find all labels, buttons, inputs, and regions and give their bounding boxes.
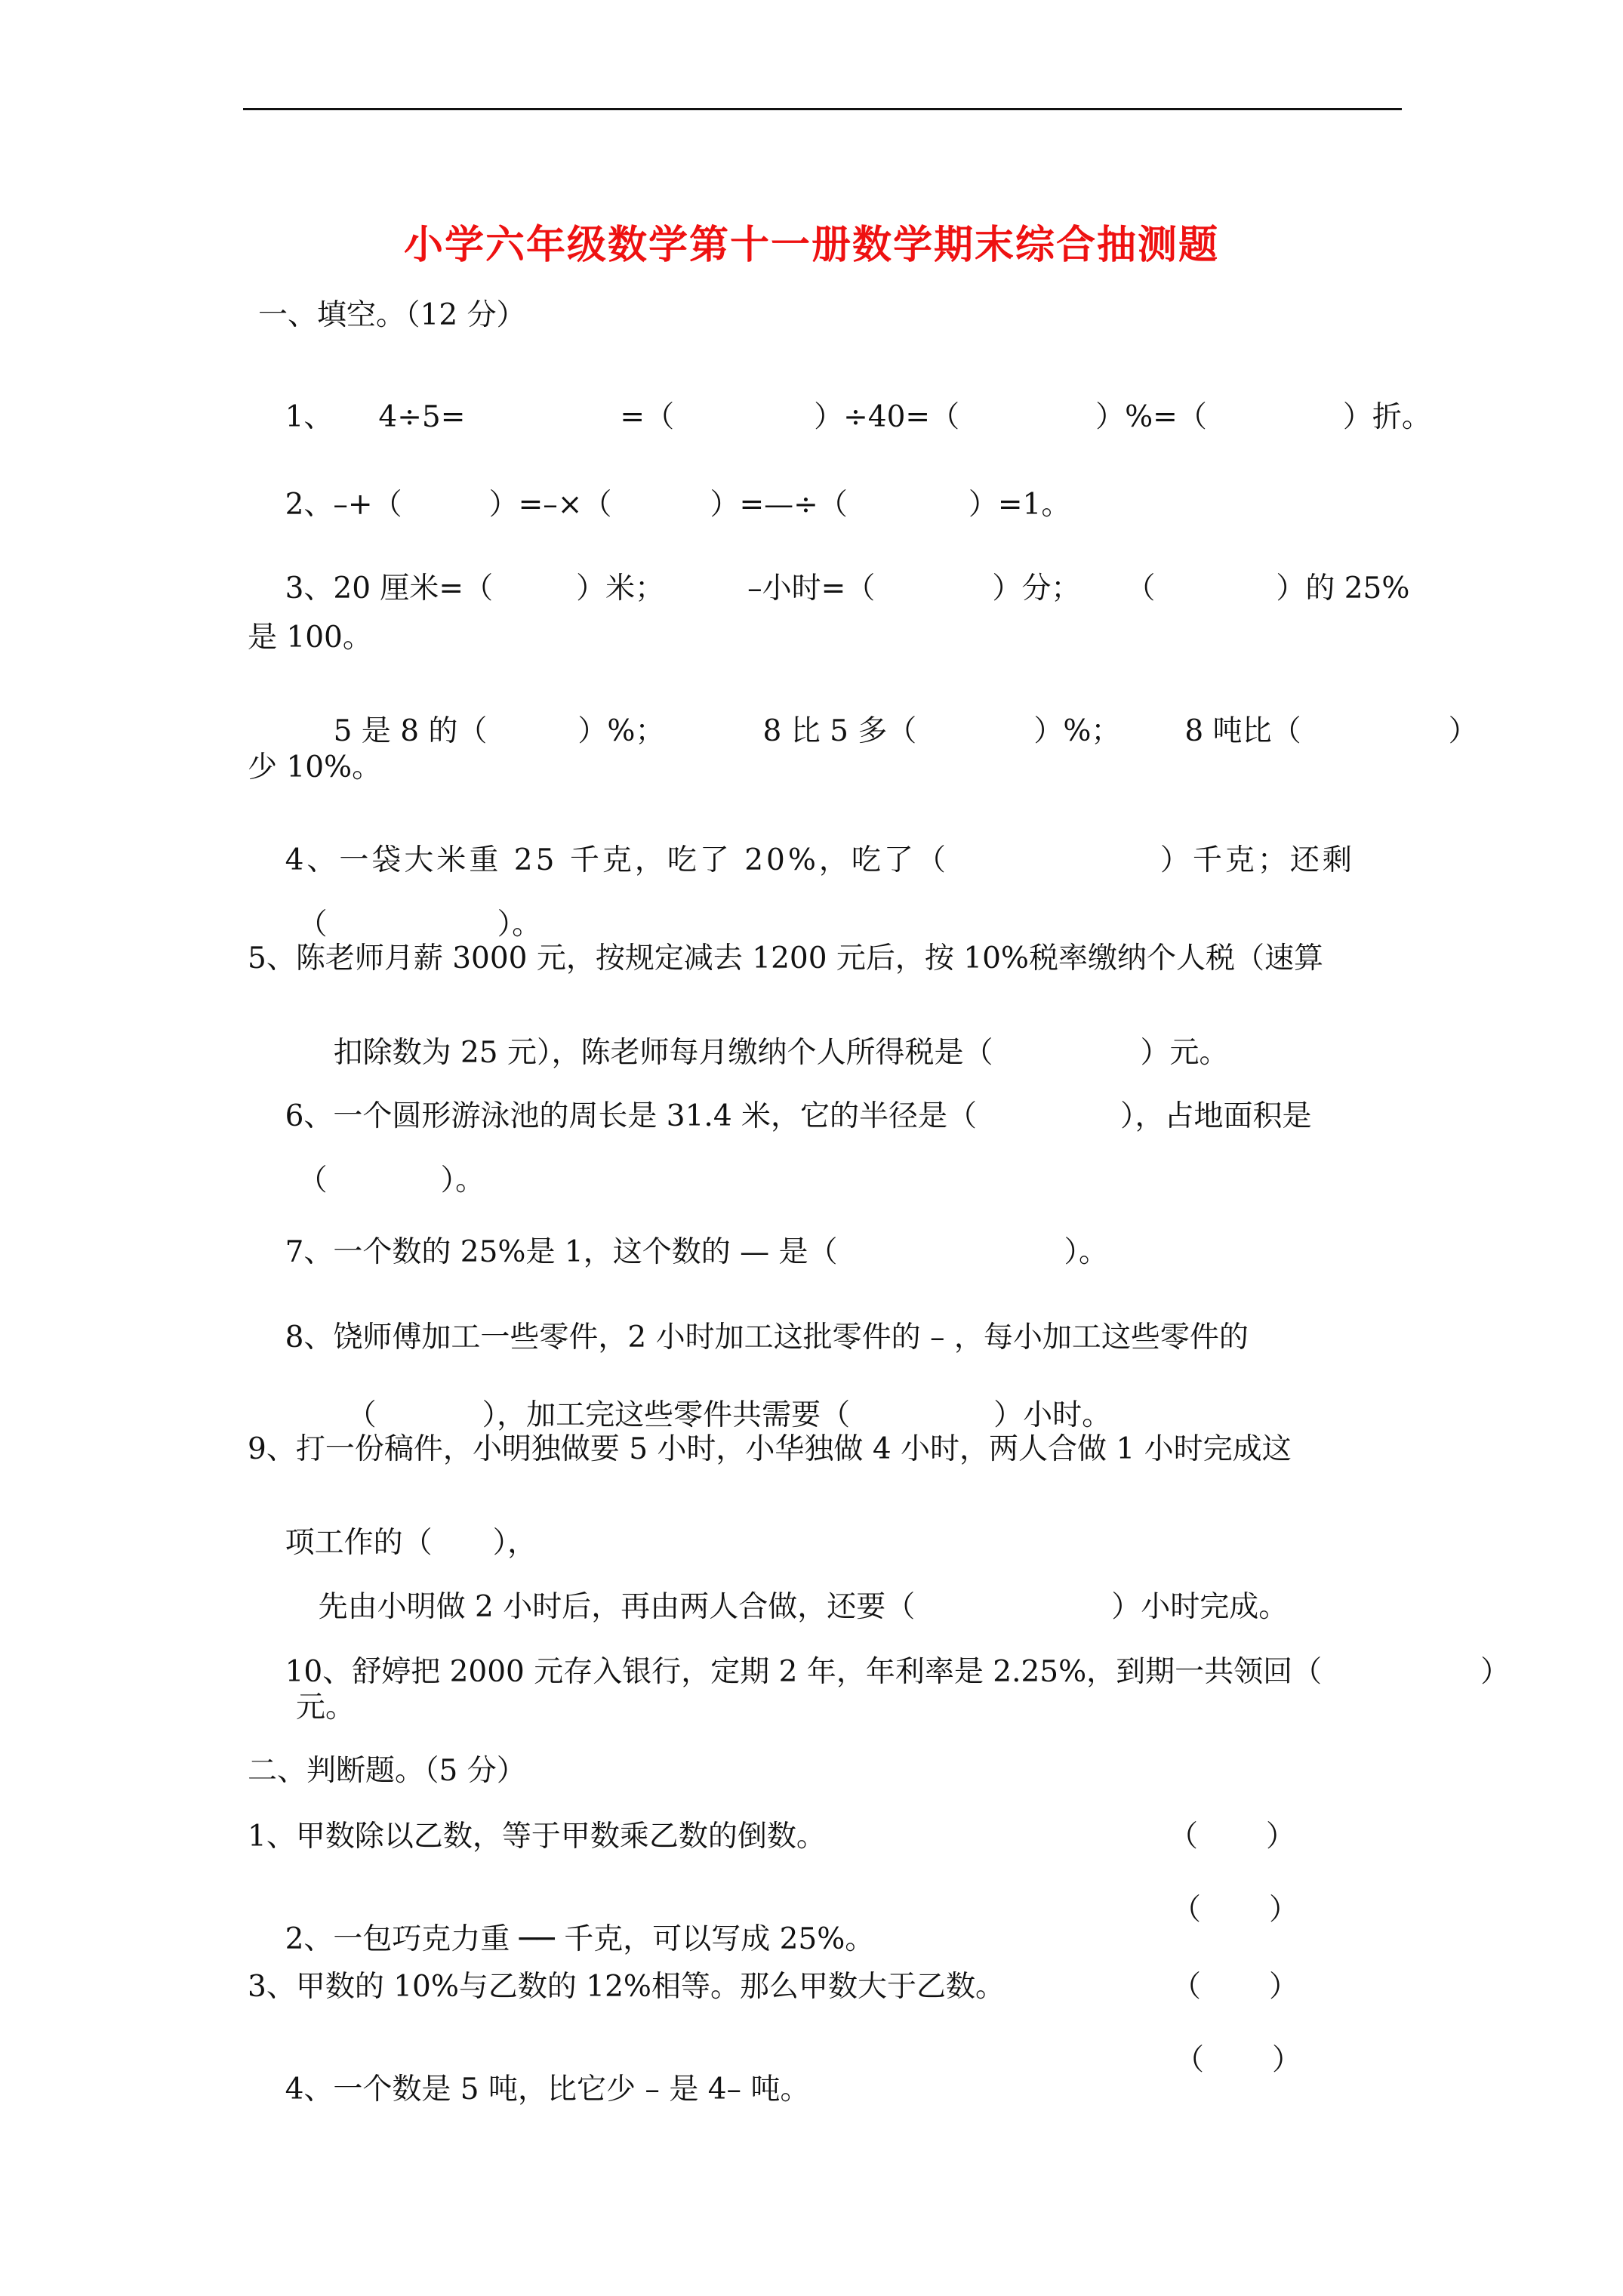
q3b-part-4: ）%；	[1033, 714, 1121, 748]
q8-part-4: ），加工完这些零件共需要（	[482, 1398, 851, 1432]
fraction-bar: —	[764, 488, 794, 522]
q3b-part-1: 5 是 8 的（	[333, 714, 488, 748]
q7-part-2: 是（	[778, 1235, 838, 1269]
fraction-bar: –	[333, 488, 348, 522]
q2-part-5: ÷（	[793, 488, 848, 522]
question-1	[248, 373, 1431, 461]
q1-num: 1、	[285, 400, 334, 434]
judge-item-2: 2、一包巧克力重 ── 千克，可以写成 25%。	[285, 1922, 875, 1956]
q6-part-4: ）。	[440, 1163, 485, 1197]
q3-part-5: （	[1126, 572, 1156, 606]
question-3	[248, 544, 1409, 633]
question-8	[248, 1293, 1249, 1382]
q7-part-1: 7、一个数的 25%是 1，这个数的	[285, 1235, 731, 1269]
q1-expr: 4÷5=	[378, 400, 466, 434]
fraction-bar: —	[730, 1235, 779, 1269]
judge-item-1: 1、甲数除以乙数，等于甲数乘乙数的倒数。	[248, 1820, 826, 1854]
q4-part-4: ）。	[497, 908, 542, 942]
q3-part-3: 小时=（	[762, 572, 876, 606]
q6-part-1: 6、一个圆形游泳池的周长是 31.4 米，它的半径是（	[285, 1099, 978, 1133]
judge-item-4: 4、一个数是 5 吨，比它少 – 是 4– 吨。	[285, 2073, 810, 2106]
fraction-bar: –	[920, 1321, 954, 1354]
q4-part-3: （	[297, 908, 328, 942]
q3-part-2: ）米；	[576, 572, 665, 606]
q9-part-3: ），	[492, 1526, 537, 1560]
q4-part-1: 4、一袋大米重 25 千克，吃了 20%，吃了（	[285, 843, 949, 877]
q3b-part-6: ）	[1448, 714, 1478, 748]
q1-blank-4: ）折。	[1342, 400, 1431, 434]
judge-answer-3: （ ）	[1172, 1970, 1299, 2004]
question-10-cont: 元。	[296, 1690, 356, 1724]
section1-heading: 一、填空。（12 分）	[258, 298, 526, 332]
q2-part-3: ×（	[557, 488, 612, 522]
judge-answer-1: （ ）	[1169, 1820, 1296, 1854]
q5-part-2: 扣除数为 25 元），陈老师每月缴纳个人所得税是（	[333, 1036, 993, 1070]
question-3-cont: 是 100。	[248, 621, 372, 655]
question-3b	[296, 687, 1478, 775]
q6-part-3: （	[297, 1163, 328, 1197]
q8-part-1: 8、饶师傅加工一些零件，2 小时加工这批零件的	[285, 1321, 921, 1354]
q5-part-3: ）元。	[1140, 1036, 1229, 1070]
q2-num: 2、	[285, 488, 334, 522]
q7-part-3: ）。	[1064, 1235, 1109, 1269]
question-9: 9、打一份稿件，小明独做要 5 小时，小华独做 4 小时，两人合做 1 小时完成这	[248, 1432, 1292, 1466]
fraction-bar: –	[726, 2073, 751, 2106]
q3b-part-5: 8 吨比（	[1184, 714, 1301, 748]
q2-part-1: +（	[347, 488, 402, 522]
q8-part-5: ）小时。	[993, 1398, 1112, 1432]
question-3b-cont: 少 10%。	[248, 750, 382, 784]
q2-part-4: ）=	[710, 488, 765, 522]
judge-answer-4: （ ）	[1175, 2043, 1302, 2077]
q9-part-5: ）小时完成。	[1111, 1590, 1289, 1624]
question-2	[248, 461, 1070, 549]
q10-part-1: 10、舒婷把 2000 元存入银行，定期 2 年，年利率是 2.25%，到期一共领回（	[285, 1655, 1323, 1689]
fraction-bar: –	[543, 488, 558, 522]
exam-title: 小学六年级数学第十一册数学期末综合抽测题	[403, 222, 1219, 268]
q3-part-6: ）的 25%	[1276, 572, 1410, 606]
q3b-part-2: ）%；	[577, 714, 665, 748]
fraction-bar: ──	[510, 1922, 565, 1956]
question-5: 5、陈老师月薪 3000 元，按规定减去 1200 元后，按 10%税率缴纳个人税（速算	[248, 942, 1323, 975]
q1-blank-2: ）÷40=（	[814, 400, 960, 434]
q4-part-2: ）千克；还剩	[1160, 843, 1355, 877]
judge-item-3: 3、甲数的 10%与乙数的 12%相等。那么甲数大于乙数。	[248, 1970, 1005, 2004]
header-rule	[243, 108, 1402, 110]
q9-part-2: 项工作的（	[285, 1526, 433, 1560]
section2-heading: 二、判断题。（5 分）	[248, 1754, 526, 1788]
q1-blank-3: ）%=（	[1095, 400, 1207, 434]
q6-part-2: ），占地面积是	[1120, 1099, 1312, 1133]
question-10	[248, 1628, 1510, 1716]
q1-blank-1: =（	[620, 400, 675, 434]
q8-part-3: （	[346, 1398, 377, 1432]
q2-part-6: ）=1。	[968, 488, 1071, 522]
q3-part-1: 3、20 厘米=（	[285, 572, 494, 606]
q10-part-2: ）	[1480, 1655, 1511, 1689]
fraction-bar: –	[636, 2073, 670, 2106]
q3-part-4: ）分；	[992, 572, 1081, 606]
judge-answer-2: （ ）	[1172, 1893, 1299, 1927]
q9-part-4: 先由小明做 2 小时后，再由两人合做，还要（	[318, 1590, 916, 1624]
fraction-bar: –	[747, 572, 762, 606]
q3b-part-3: 8 比 5 多（	[762, 714, 917, 748]
question-7	[248, 1208, 1108, 1296]
q8-part-2: ，每小加工这些零件的	[953, 1321, 1249, 1354]
q2-part-2: ）=	[488, 488, 544, 522]
